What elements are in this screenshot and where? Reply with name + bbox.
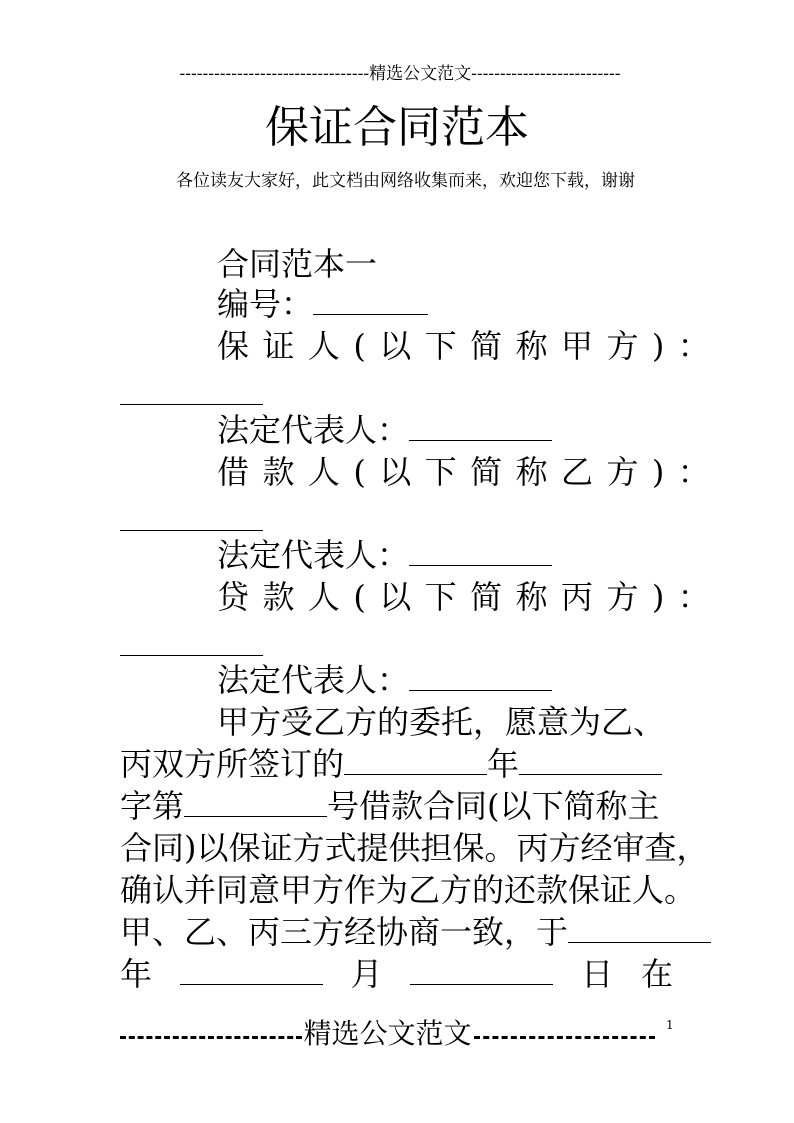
rep-line-2 [217,535,552,575]
page-footer [120,1016,655,1052]
borrower-blank-line [120,502,263,535]
footer-dash-right [474,1036,656,1039]
page-header: ---------------------------------精选公文范文-------------------------- [179,64,621,84]
paragraph-line-7 [120,954,673,994]
rep-blank-3 [409,660,552,691]
para-line-2-text-a: 丙双方所签订的 [120,745,345,783]
rep-blank-2 [409,535,552,566]
document-title: 保证合同范本 [265,102,529,153]
paragraph-line-4: 合同)以保证方式提供担保。丙方经审查， [120,829,709,867]
para-line-7-month: 月 [350,955,383,993]
rep-label-2: 法定代表人： [217,536,410,574]
para-line-6-blank [568,912,711,943]
para-line-7-blank-1 [180,954,323,985]
para-line-2-blank-2 [519,744,662,775]
para-line-7-at: 在 [640,955,673,993]
number-blank [313,284,428,315]
para-line-2-text-b: 年 [487,745,520,783]
section-title: 合同范本一 [217,245,378,283]
para-line-7-blank-2 [410,954,553,985]
guarantor-label: 保证人(以下简称甲方)： [217,327,724,365]
paragraph-line-6 [120,912,711,952]
borrower-blank [120,502,263,531]
lender-blank [120,627,263,656]
para-line-3-text-a: 字第 [120,787,185,825]
borrower-label: 借款人(以下简称乙方)： [217,453,724,491]
para-line-3-blank [184,786,327,817]
lender-label: 贷款人(以下简称丙方)： [217,578,724,616]
number-label: 编号： [217,285,314,323]
rep-line-3 [217,660,552,700]
paragraph-line-5: 确认并同意甲方作为乙方的还款保证人。 [120,871,697,909]
paragraph-line-1: 甲方受乙方的委托，愿意为乙、 [217,703,666,741]
lender-blank-line [120,627,263,660]
para-line-7-year: 年 [120,955,153,993]
footer-dash-left [120,1036,302,1039]
page-number: 1 [666,1018,674,1032]
footer-text: 精选公文范文 [303,1017,472,1050]
paragraph-line-3 [120,786,660,826]
rep-blank-1 [409,410,552,441]
guarantor-blank [120,376,263,405]
number-line [217,284,428,324]
para-line-6-text: 甲、乙、丙三方经协商一致，于 [120,913,569,951]
rep-label-1: 法定代表人： [217,411,410,449]
greeting-note: 各位读友大家好，此文档由网络收集而来，欢迎您下载，谢谢 [176,171,635,191]
guarantor-blank-line [120,376,263,409]
para-line-2-blank-1 [344,744,487,775]
paragraph-line-2 [120,744,662,784]
para-line-3-text-b: 号借款合同(以下简称主 [327,787,660,825]
para-line-7-day: 日 [581,955,614,993]
rep-line-1 [217,410,552,450]
rep-label-3: 法定代表人： [217,661,410,699]
